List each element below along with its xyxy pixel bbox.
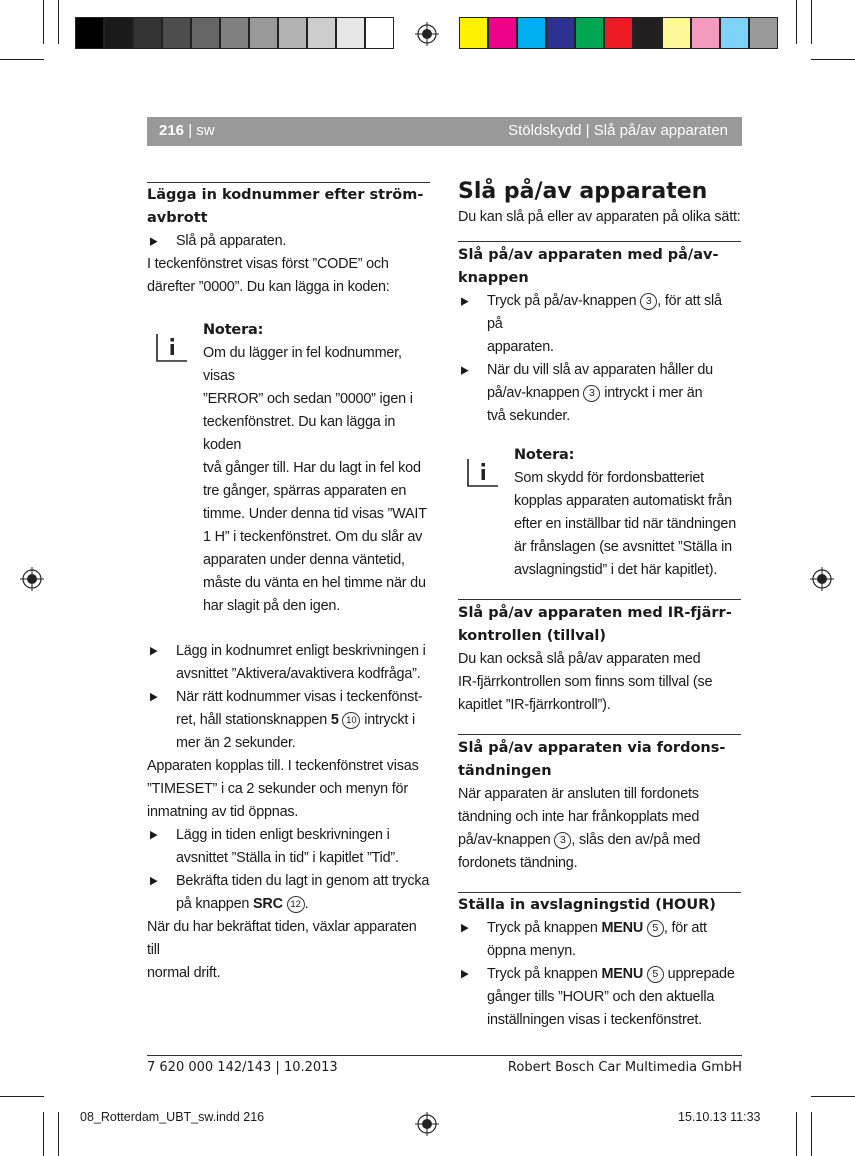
color-swatch bbox=[104, 17, 133, 49]
paragraph: Du kan också slå på/av apparaten med IR-fjärrkontrollen som finns som tillval (se kapitlet ”IR-fjärrkontroll”). bbox=[458, 651, 713, 713]
language-code: | sw bbox=[188, 122, 215, 139]
right-column bbox=[458, 179, 741, 1032]
color-swatch bbox=[575, 17, 604, 49]
callout-number: 5 bbox=[647, 966, 664, 983]
section-heading: Slå på/av apparaten med IR-fjärr- kontrollen (tillval) bbox=[458, 605, 732, 644]
key-label: SRC bbox=[253, 896, 283, 912]
page-title: Slå på/av apparaten bbox=[458, 179, 708, 204]
section-title: Stöldskydd | Slå på/av apparaten bbox=[508, 122, 728, 139]
note-title: Notera: bbox=[514, 447, 575, 463]
registration-mark-icon bbox=[810, 567, 834, 591]
color-swatch bbox=[133, 17, 162, 49]
color-swatch bbox=[278, 17, 307, 49]
bullet-item: ▶ Lägg in kodnumret enligt beskrivningen i avsnittet ”Aktivera/avaktivera kodfråga”. bbox=[147, 640, 430, 686]
note-box bbox=[147, 319, 430, 618]
crop-mark bbox=[796, 0, 797, 44]
color-swatch bbox=[488, 17, 517, 49]
key-label: MENU bbox=[601, 920, 644, 936]
page-footer bbox=[147, 1055, 742, 1075]
crop-mark bbox=[0, 1096, 44, 1097]
page-number: 216 bbox=[159, 122, 185, 139]
registration-mark-icon bbox=[415, 22, 439, 46]
note-box bbox=[458, 444, 741, 582]
crop-mark bbox=[58, 0, 59, 44]
callout-number: 3 bbox=[583, 385, 600, 402]
section-heading: Lägga in kodnummer efter ström- avbrott bbox=[147, 187, 424, 226]
key-label: 5 bbox=[330, 712, 339, 728]
left-column bbox=[147, 182, 430, 985]
crop-mark bbox=[811, 1096, 855, 1097]
bullet-item: ▶ Bekräfta tiden du lagt in genom att trycka på knappen SRC 12 . bbox=[147, 870, 430, 916]
note-text: Om du lägger in fel kodnummer, visas ”ERROR” och sedan ”0000” igen i teckenfönstret. Du kan lägga in koden två gånger till. Har du lagt in fel kod tre gånger, spärras apparaten en timme. Under denna tid visas ”WAIT 1 H” i teckenfönstret. Om du slår av apparaten under denna väntetid, måste du vänta en hel timme när du har slagit på den igen. bbox=[203, 345, 427, 614]
slug-date: 15.10.13 11:33 bbox=[678, 1110, 761, 1124]
color-swatch bbox=[604, 17, 633, 49]
bullet-item: ▶ Tryck på knappen MENU 5 upprepade gånger tills ”HOUR” och den aktuella inställningen visas i teckenfönstret. bbox=[458, 963, 741, 1032]
crop-mark bbox=[811, 0, 812, 44]
bullet-item: ▶ Tryck på på/av-knappen 3 , för att slå på apparaten. bbox=[458, 290, 741, 359]
paragraph: Apparaten kopplas till. I teckenfönstret visas ”TIMESET” i ca 2 sekunder och menyn för inmatning av tid öppnas. bbox=[147, 758, 419, 820]
crop-mark bbox=[43, 1112, 44, 1156]
registration-mark-icon bbox=[20, 567, 44, 591]
info-icon bbox=[467, 455, 499, 487]
color-swatch bbox=[75, 17, 104, 49]
color-swatch bbox=[517, 17, 546, 49]
company-name: Robert Bosch Car Multimedia GmbH bbox=[507, 1060, 742, 1075]
color-swatch bbox=[307, 17, 336, 49]
crop-mark bbox=[811, 59, 855, 60]
key-label: MENU bbox=[601, 966, 644, 982]
crop-mark bbox=[58, 1112, 59, 1156]
crop-mark bbox=[43, 0, 44, 44]
intro-text: Du kan slå på eller av apparaten på olika sätt: bbox=[458, 209, 741, 225]
color-swatch bbox=[691, 17, 720, 49]
note-title: Notera: bbox=[203, 322, 264, 338]
paragraph: När du har bekräftat tiden, växlar apparaten till normal drift. bbox=[147, 919, 417, 981]
color-swatch bbox=[162, 17, 191, 49]
callout-number: 12 bbox=[287, 896, 305, 913]
callout-number: 3 bbox=[554, 832, 571, 849]
color-swatch bbox=[633, 17, 662, 49]
color-swatch bbox=[749, 17, 778, 49]
color-swatch bbox=[546, 17, 575, 49]
crop-mark bbox=[796, 1112, 797, 1156]
crop-mark bbox=[811, 1112, 812, 1156]
slug-filename: 08_Rotterdam_UBT_sw.indd 216 bbox=[80, 1110, 265, 1124]
color-swatch bbox=[459, 17, 488, 49]
color-swatch bbox=[249, 17, 278, 49]
bullet-item: ▶ Lägg in tiden enligt beskrivningen i avsnittet ”Ställa in tid” i kapitlet ”Tid”. bbox=[147, 824, 430, 870]
paragraph: I teckenfönstret visas först ”CODE” och därefter ”0000”. Du kan lägga in koden: bbox=[147, 256, 390, 295]
note-text: Som skydd för fordonsbatteriet kopplas apparaten automatiskt från efter en inställbar tid när tändningen är frånslagen (se avsnittet ”Ställa in avslagningstid” i det här kapitlet). bbox=[514, 470, 737, 578]
color-swatch bbox=[220, 17, 249, 49]
section-heading: Slå på/av apparaten via fordons- tändningen bbox=[458, 740, 726, 779]
callout-number: 5 bbox=[647, 920, 664, 937]
callout-number: 3 bbox=[640, 293, 657, 310]
section-heading: Ställa in avslagningstid (HOUR) bbox=[458, 897, 716, 913]
color-swatch bbox=[720, 17, 749, 49]
info-icon bbox=[156, 330, 188, 362]
color-swatch bbox=[365, 17, 394, 49]
callout-number: 10 bbox=[342, 712, 360, 729]
paragraph: När apparaten är ansluten till fordonets tändning och inte har frånkopplats med på/av-knappen 3 , slås den av/på med fordonets tändning. bbox=[458, 786, 701, 871]
page-header bbox=[147, 117, 742, 146]
section-heading: Slå på/av apparaten med på/av- knappen bbox=[458, 247, 719, 286]
bullet-item: ▶ När rätt kodnummer visas i teckenfönst- ret, håll stationsknappen 5 10 intryckt i mer än 2 sekunder. bbox=[147, 686, 430, 755]
document-number: 7 620 000 142/143 | 10.2013 bbox=[147, 1060, 338, 1075]
color-swatch bbox=[336, 17, 365, 49]
bullet-item: ▶ Tryck på knappen MENU 5 , för att öppna menyn. bbox=[458, 917, 741, 963]
bullet-item: ▶ När du vill slå av apparaten håller du på/av-knappen 3 intryckt i mer än två sekunder. bbox=[458, 359, 741, 428]
color-swatch bbox=[662, 17, 691, 49]
color-swatch bbox=[191, 17, 220, 49]
bullet-item: ▶ Slå på apparaten. bbox=[147, 230, 430, 253]
crop-mark bbox=[0, 59, 44, 60]
registration-mark-icon bbox=[415, 1112, 439, 1136]
